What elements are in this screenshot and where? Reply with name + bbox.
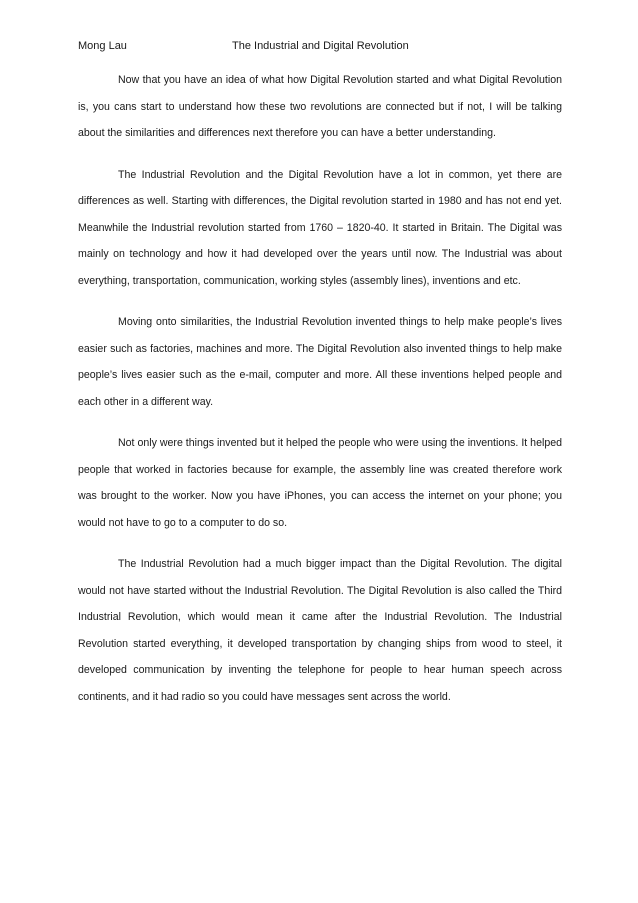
document-body	[78, 67, 562, 725]
paragraph-differences: The Industrial Revolution and the Digital Revolution have a lot in common, yet there are differences as well. Starting with differences, the Digital revolution started in 1980 and has not end yet. Meanwhile the Industrial revolution started from 1760 – 1820-40. It started in Britain. The Digital was mainly on technology and how it had developed over the years until now. The Industrial was about everything, transportation, communication, working styles (assembly lines), inventions and etc.	[78, 168, 562, 287]
paragraph-impact: The Industrial Revolution had a much bigger impact than the Digital Revolution. The digital would not have started without the Industrial Revolution. The Digital Revolution is also called the Third Industrial Revolution, which would mean it came after the Industrial Revolution. The Industrial Revolution started everything, it developed transportation by changing ships from wood to steel, it developed communication by inventing the telephone for people to hear human speech across continents, and it had radio so you could have messages sent across the world.	[78, 558, 562, 703]
page-header	[78, 38, 563, 54]
header-title: The Industrial and Digital Revolution	[232, 40, 409, 52]
paragraph-inventions: Not only were things invented but it helped the people who were using the inventions. It helped people that worked in factories because for example, the assembly line was created therefore work was brought to the worker. Now you have iPhones, you can access the internet on your phone; you would not have to go to a computer to do so.	[78, 437, 562, 529]
header-author: Mong Lau	[78, 40, 127, 52]
paragraph-intro: Now that you have an idea of what how Digital Revolution started and what Digital Revolution is, you cans start to understand how these two revolutions are connected but if not, I will be talking about the similarities and differences next therefore you can have a better understanding.	[78, 74, 562, 139]
paragraph-similarities: Moving onto similarities, the Industrial Revolution invented things to help make people’s lives easier such as factories, machines and more. The Digital Revolution also invented things to help make people’s lives easier such as the e-mail, computer and more. All these inventions helped people and each other in a different way.	[78, 316, 562, 408]
